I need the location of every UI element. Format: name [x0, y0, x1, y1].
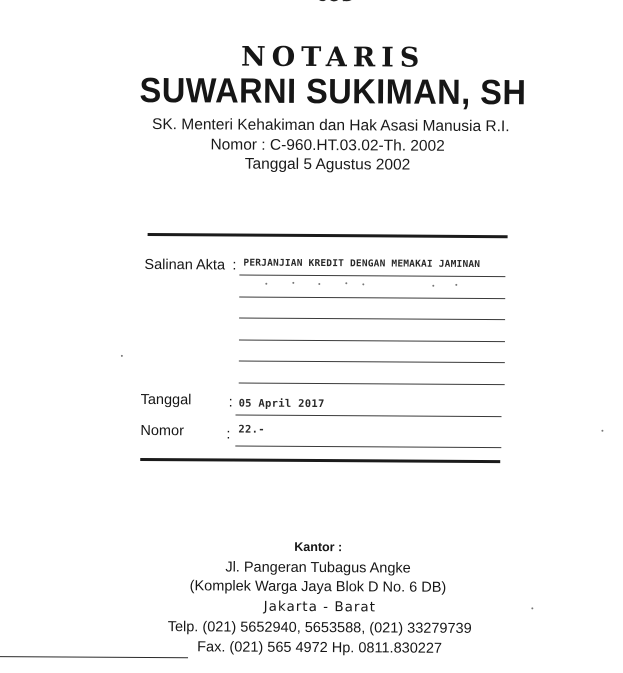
ink-speck: [265, 283, 267, 285]
ink-speck: [345, 282, 347, 284]
salinan-line-2: [239, 297, 505, 300]
salinan-line-4: [239, 340, 505, 343]
tanggal-label: Tanggal: [140, 391, 192, 409]
salinan-line-3: [239, 318, 505, 321]
nomor-line: [235, 446, 501, 449]
salinan-akta-value: PERJANJIAN KREDIT DENGAN MEMAKAI JAMINAN: [243, 257, 481, 271]
salinan-line-5: [239, 361, 505, 364]
top-divider: [148, 233, 508, 238]
tanggal-colon: :: [228, 394, 233, 411]
decree-date: Tanggal 5 Agustus 2002: [244, 155, 411, 174]
office-city: Jakarta - Barat: [263, 598, 377, 616]
bottom-divider: [140, 458, 500, 463]
ink-speck: [292, 282, 294, 284]
salinan-akta-colon: :: [232, 257, 237, 274]
salinan-line-1: [239, 275, 505, 278]
emblem-ornament-icon: [314, 0, 358, 6]
salinan-line-6: [239, 383, 505, 386]
office-label: Kantor :: [294, 539, 343, 555]
nomor-value: 22.-: [238, 423, 265, 436]
office-fax: Fax. (021) 565 4972 Hp. 0811.830227: [197, 639, 443, 657]
ink-speck: [121, 355, 123, 357]
decree-number: Nomor : C-960.HT.03.02-Th. 2002: [210, 136, 445, 155]
office-complex: (Komplek Warga Jaya Blok D No. 6 DB): [189, 578, 447, 596]
notary-title: NOTARIS: [240, 41, 426, 74]
tanggal-value: 05 April 2017: [238, 397, 325, 411]
page-edge-line: [0, 656, 188, 658]
ink-speck: [455, 284, 457, 286]
office-street: Jl. Pangeran Tubagus Angke: [225, 559, 411, 577]
nomor-colon: :: [226, 426, 231, 443]
ink-speck: [318, 283, 320, 285]
notary-name: SUWARNI SUKIMAN, SH: [139, 70, 527, 113]
decree-text: SK. Menteri Kehakiman dan Hak Asasi Manusia R.I.: [151, 116, 510, 136]
tanggal-line: [236, 415, 502, 418]
nomor-label: Nomor: [140, 422, 184, 440]
ink-speck: [601, 430, 603, 432]
salinan-akta-label: Salinan Akta: [144, 256, 226, 274]
ink-speck: [432, 285, 434, 287]
ink-speck: [362, 283, 364, 285]
office-phone: Telp. (021) 5652940, 5653588, (021) 33279739: [167, 619, 472, 637]
